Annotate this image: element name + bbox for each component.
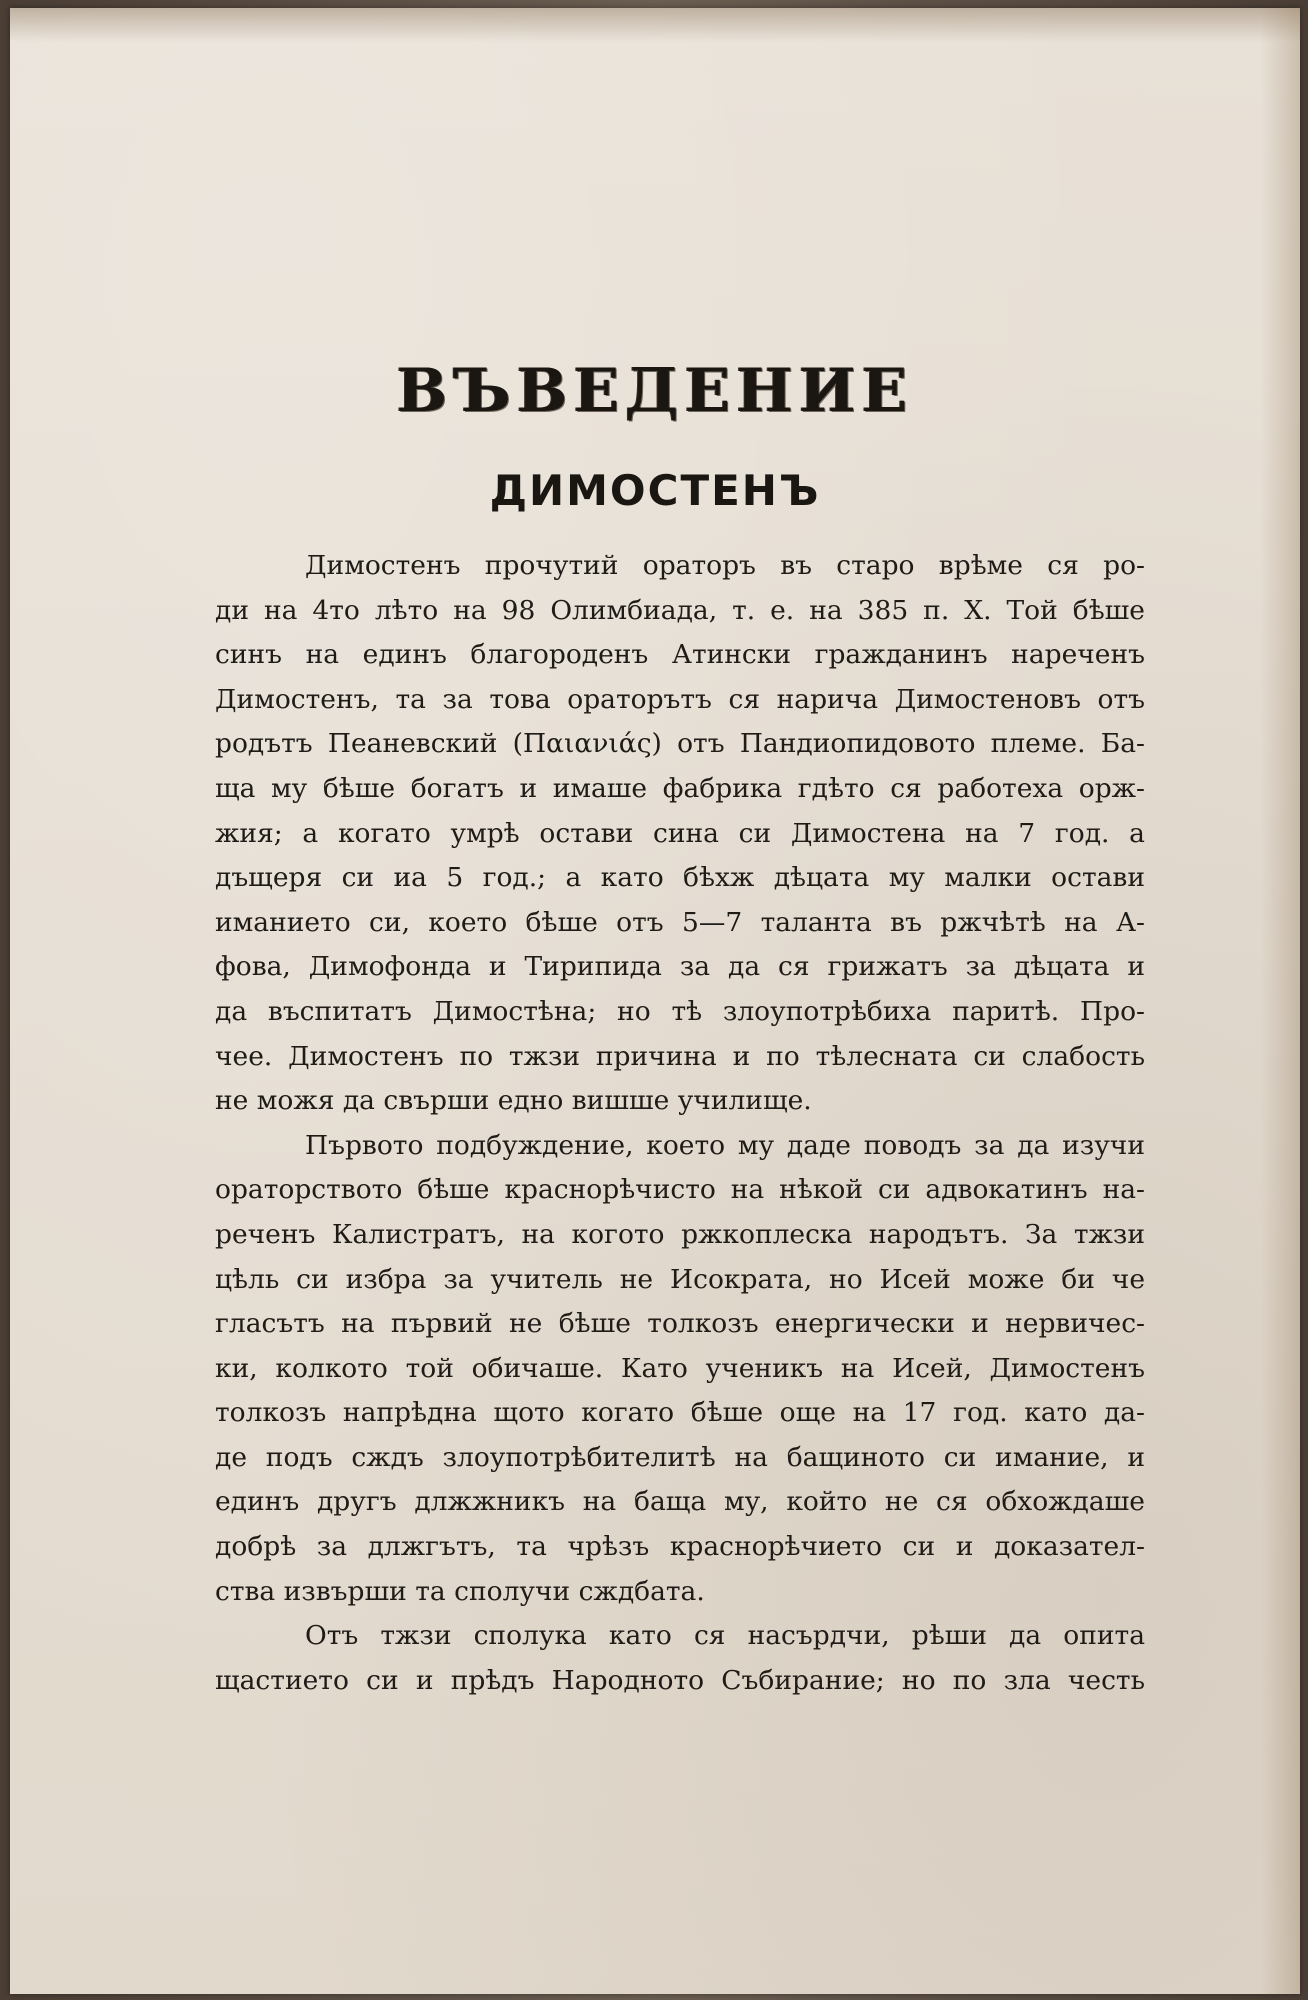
text-line: не можя да свърши едно вишше училище.: [215, 1085, 812, 1117]
page-right-edge: [1260, 8, 1300, 1994]
text-line: реченъ Калистратъ, на когото ржкоплеска народътъ. За тжзи: [215, 1218, 1145, 1250]
text-line: ща му бѣше богатъ и имаше фабрика гдѣто ся работеха орж-: [215, 772, 1145, 804]
text-line: чее. Димостенъ по тжзи причина и по тѣлесната си слабость: [215, 1040, 1145, 1072]
text-line: ораторството бѣше краснорѣчисто на нѣкой си адвокатинъ на-: [215, 1174, 1145, 1206]
text-line: де подъ сждъ злоупотрѣбителитѣ на бащиното си имание, и: [215, 1441, 1145, 1473]
text-line: единъ другъ длжжникъ на баща му, който не ся обхождаше: [215, 1486, 1145, 1518]
text-line: гласътъ на първий не бѣше толкозъ енергически и нервичес-: [215, 1308, 1145, 1340]
text-line: ства извърши та сполучи сждбата.: [215, 1575, 705, 1607]
text-line: Отъ тжзи сполука като ся насърдчи, рѣши да опита: [305, 1620, 1145, 1652]
text-line: добрѣ за длжгътъ, та чрѣзъ краснорѣчието си и доказател-: [215, 1531, 1145, 1563]
text-line: фова, Димофонда и Тирипида за да ся грижатъ за дѣцата и: [215, 951, 1145, 983]
text-line: иманието си, което бѣше отъ 5—7 таланта въ ржчѣтѣ на А-: [215, 906, 1145, 938]
text-line: синъ на единъ благороденъ Атински гражданинъ нареченъ: [215, 639, 1145, 671]
text-line: дъщеря си иа 5 год.; а като бѣхж дѣцата му малки остави: [215, 862, 1145, 894]
text-line: толкозъ напрѣдна щото когато бѣше още на 17 год. като да-: [215, 1397, 1145, 1429]
body-text: [215, 544, 1145, 1703]
text-line: ки, колкото той обичаше. Като ученикъ на Исей, Димостенъ: [215, 1352, 1145, 1384]
paragraph-3: [215, 1614, 1145, 1703]
page-title: ВЪВЕДЕНИЕ: [396, 356, 914, 426]
paragraph-1: [215, 544, 1145, 1124]
book-page: [10, 8, 1300, 1994]
page-subtitle: ДИМОСТЕНЪ: [489, 466, 821, 515]
text-line: цѣль си избра за учитель не Исократа, но Исей може би че: [215, 1263, 1145, 1295]
text-line: Димостенъ, та за това ораторътъ ся нарича Димостеновъ отъ: [215, 683, 1145, 715]
text-line: щастието си и прѣдъ Народното Събирание; но по зла честь: [215, 1664, 1145, 1696]
page-top-edge: [10, 8, 1300, 42]
text-line: жия; а когато умрѣ остави сина си Димостена на 7 год. а: [215, 817, 1145, 849]
text-line: ди на 4то лѣто на 98 Олимбиада, т. е. на 385 п. Х. Той бѣше: [215, 594, 1145, 626]
text-line: Първото подбуждение, което му даде поводъ за да изучи: [305, 1129, 1145, 1161]
text-line: да въспитатъ Димостѣна; но тѣ злоупотрѣбиха паритѣ. Про-: [215, 995, 1145, 1027]
paragraph-2: [215, 1124, 1145, 1615]
text-line: Димостенъ прочутий ораторъ въ старо врѣме ся ро-: [305, 550, 1145, 581]
text-line: родътъ Пеаневский (Παιανιάς) отъ Пандиопидовото племе. Ба-: [215, 728, 1145, 760]
